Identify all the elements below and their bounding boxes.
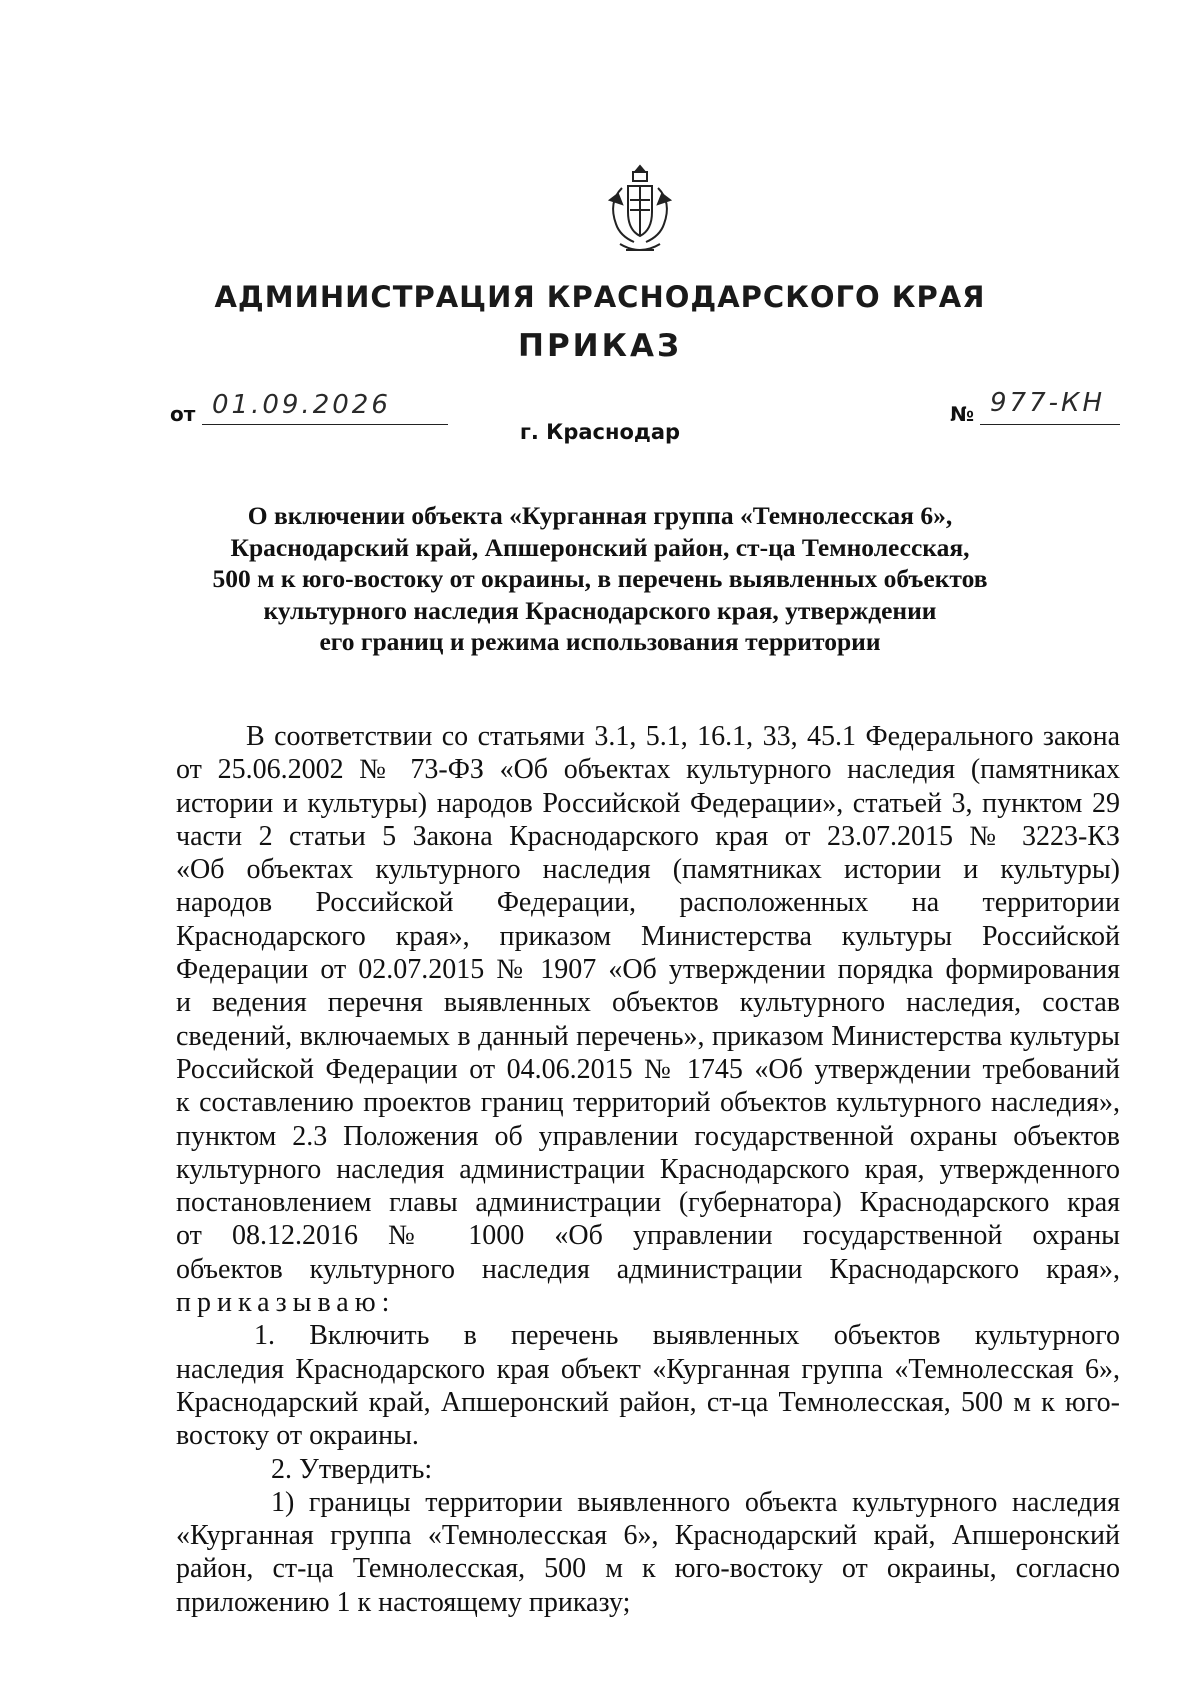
body-line: сведений, включаемых в данный перечень», приказом Министерства культуры	[176, 1020, 1120, 1052]
body-line: 1. Включить в перечень выявленных объектов культурного	[254, 1320, 1120, 1352]
body-line: приложению 1 к настоящему приказу;	[176, 1586, 631, 1618]
body-line: «Курганная группа «Темнолесская 6», Краснодарский край, Апшеронский	[176, 1520, 1120, 1552]
body-line: постановлением главы администрации (губернатора) Краснодарского края	[176, 1187, 1120, 1219]
number-value: 977-КН	[990, 388, 1106, 418]
body-line: части 2 статьи 5 Закона Краснодарского края от 23.07.2015 № 3223-КЗ	[176, 820, 1120, 852]
body-line: наследия Краснодарского края объект «Курганная группа «Темнолесская 6»,	[176, 1353, 1120, 1385]
body-line: к составлению проектов границ территорий объектов культурного наследия»,	[176, 1087, 1120, 1119]
body-line: Федерации от 02.07.2015 № 1907 «Об утверждении порядка формирования	[176, 954, 1120, 986]
body-line: востоку от окраины.	[176, 1420, 419, 1452]
body-line: В соответствии со статьями 3.1, 5.1, 16.1, 33, 45.1 Федерального закона	[246, 721, 1120, 752]
date-value: 01.09.2026	[212, 390, 391, 420]
title-line: Краснодарский край, Апшеронский район, ст-ца Темнолесская,	[230, 532, 970, 562]
title-line: О включении объекта «Курганная группа «Темнолесская 6»,	[247, 501, 953, 530]
body-line-decree: приказываю:	[176, 1287, 396, 1319]
number-label: №	[950, 402, 975, 426]
date-label: от	[170, 402, 196, 426]
body-line: Краснодарского края», приказом Министерства культуры Российской	[176, 920, 1120, 952]
body-line: 2. Утвердить:	[271, 1453, 433, 1485]
document-title	[150, 500, 1050, 658]
title-line: 500 м к юго-востоку от окраины, в перечень выявленных объектов	[212, 564, 988, 593]
authority-name: АДМИНИСТРАЦИЯ КРАСНОДАРСКОГО КРАЯ	[214, 280, 986, 314]
body-line: «Об объектах культурного наследия (памятниках истории и культуры)	[176, 854, 1120, 886]
body-line: район, ст-ца Темнолесская, 500 м к юго-востоку от окраины, согласно	[176, 1553, 1120, 1585]
body-line: культурного наследия администрации Краснодарского края, утвержденного	[176, 1153, 1120, 1185]
body-line: истории и культуры) народов Российской Федерации», статьей 3, пунктом 29	[176, 787, 1120, 819]
body-line: народов Российской Федерации, расположенных на территории	[176, 887, 1120, 919]
city: г. Краснодар	[519, 420, 681, 444]
title-line: культурного наследия Краснодарского края, утверждении	[263, 595, 937, 625]
body-line: объектов культурного наследия администрации Краснодарского края»,	[176, 1253, 1120, 1285]
body-line: пунктом 2.3 Положения об управлении государственной охраны объектов	[176, 1120, 1120, 1152]
document-type: ПРИКАЗ	[518, 328, 682, 364]
title-line: его границ и режима использования территории	[319, 627, 881, 656]
body-line: Российской Федерации от 04.06.2015 № 1745 «Об утверждении требований	[176, 1053, 1120, 1085]
body-line: от 08.12.2016 № 1000 «Об управлении государственной охраны	[176, 1220, 1120, 1252]
body-line: Краснодарский край, Апшеронский район, ст-ца Темнолесская, 500 м к юго-	[176, 1386, 1120, 1418]
coat-of-arms-emblem	[600, 160, 680, 260]
body-line: и ведения перечня выявленных объектов культурного наследия, состав	[176, 987, 1120, 1019]
body-line: от 25.06.2002 № 73-ФЗ «Об объектах культурного наследия (памятниках	[176, 754, 1120, 786]
body-line: 1) границы территории выявленного объекта культурного наследия	[271, 1486, 1120, 1518]
document-body	[176, 720, 1120, 1619]
